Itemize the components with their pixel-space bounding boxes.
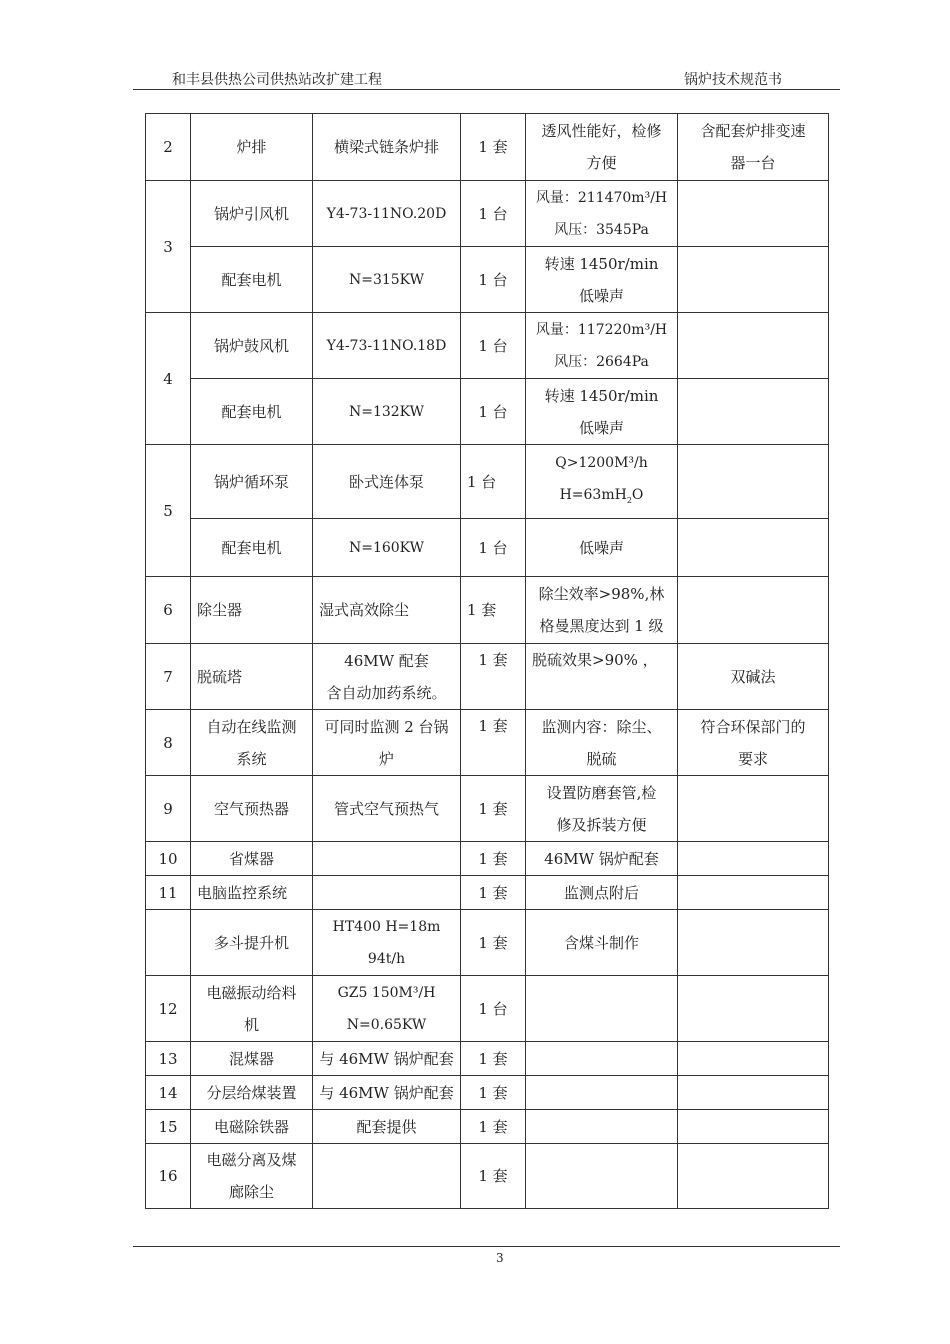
equipment-name: 锅炉循环泵 bbox=[191, 445, 313, 519]
equipment-qty: 1 套 bbox=[461, 910, 526, 976]
equipment-spec: 卧式连体泵 bbox=[313, 445, 461, 519]
equipment-requirement bbox=[526, 976, 678, 1042]
requirement-line: 监测内容：除尘、 bbox=[541, 717, 662, 736]
equipment-note bbox=[678, 379, 829, 445]
equipment-note bbox=[678, 519, 829, 577]
table-row bbox=[146, 114, 829, 181]
equipment-name: 除尘器 bbox=[191, 577, 313, 644]
equipment-spec: 管式空气预热气 bbox=[313, 776, 461, 842]
row-number: 9 bbox=[146, 776, 191, 842]
row-number: 2 bbox=[146, 114, 191, 181]
row-number: 8 bbox=[146, 710, 191, 776]
row-number: 14 bbox=[146, 1076, 191, 1110]
equipment-requirement bbox=[526, 1076, 678, 1110]
equipment-qty: 1 套 bbox=[461, 776, 526, 842]
equipment-requirement bbox=[526, 1110, 678, 1144]
equipment-note bbox=[678, 1110, 829, 1144]
equipment-name: 配套电机 bbox=[191, 247, 313, 313]
requirement-line: 风量：117220m³/H bbox=[535, 321, 668, 338]
equipment-requirement bbox=[526, 247, 678, 313]
equipment-note bbox=[678, 776, 829, 842]
note-line: 符合环保部门的 bbox=[700, 717, 806, 736]
equipment-requirement bbox=[526, 379, 678, 445]
requirement-line: 低噪声 bbox=[578, 418, 624, 437]
equipment-requirement: 低噪声 bbox=[526, 519, 678, 577]
name-line: 电磁振动给料 bbox=[206, 983, 297, 1002]
table-row bbox=[146, 445, 829, 519]
table-row bbox=[146, 577, 829, 644]
table-row bbox=[146, 247, 829, 313]
requirement-line: 透风性能好，检修 bbox=[541, 122, 662, 140]
equipment-name: 配套电机 bbox=[191, 519, 313, 577]
equipment-requirement bbox=[526, 776, 678, 842]
equipment-requirement: 脱硫效果>90% ， bbox=[526, 644, 678, 710]
name-line: 自动在线监测 bbox=[206, 717, 297, 736]
table-row bbox=[146, 1076, 829, 1110]
header-divider bbox=[133, 89, 840, 90]
equipment-spec: 横梁式链条炉排 bbox=[313, 114, 461, 181]
requirement-line bbox=[532, 479, 671, 517]
equipment-spec bbox=[313, 842, 461, 876]
note-line: 要求 bbox=[737, 749, 768, 768]
name-line: 电磁分离及煤 bbox=[206, 1151, 297, 1169]
table-row bbox=[146, 1144, 829, 1209]
equipment-requirement bbox=[526, 445, 678, 519]
equipment-qty: 1 台 bbox=[461, 313, 526, 379]
equipment-requirement bbox=[526, 114, 678, 181]
equipment-name bbox=[191, 710, 313, 776]
requirement-line: 设置防磨套管,检 bbox=[546, 783, 657, 802]
equipment-spec: 湿式高效除尘 bbox=[313, 577, 461, 644]
page-number: 3 bbox=[496, 1251, 504, 1265]
equipment-spec bbox=[313, 710, 461, 776]
spec-line: HT400 H=18m bbox=[332, 918, 441, 935]
equipment-name: 锅炉引风机 bbox=[191, 181, 313, 247]
table-row bbox=[146, 710, 829, 776]
equipment-spec bbox=[313, 644, 461, 710]
equipment-note bbox=[678, 976, 829, 1042]
equipment-note bbox=[678, 577, 829, 644]
requirement-line: 方便 bbox=[586, 154, 617, 172]
equipment-name: 空气预热器 bbox=[191, 776, 313, 842]
equipment-name: 混煤器 bbox=[191, 1042, 313, 1076]
table-row bbox=[146, 876, 829, 910]
equipment-name bbox=[191, 976, 313, 1042]
equipment-note bbox=[678, 876, 829, 910]
name-line: 系统 bbox=[236, 749, 267, 768]
equipment-qty: 1 套 bbox=[461, 114, 526, 181]
equipment-name: 电脑监控系统 bbox=[191, 876, 313, 910]
equipment-note bbox=[678, 181, 829, 247]
equipment-spec bbox=[313, 910, 461, 976]
equipment-spec: N=315KW bbox=[313, 247, 461, 313]
spec-line: 含自动加药系统。 bbox=[326, 683, 447, 702]
equipment-requirement bbox=[526, 1144, 678, 1209]
equipment-note bbox=[678, 114, 829, 181]
name-line: 廊除尘 bbox=[228, 1183, 274, 1201]
row-number: 10 bbox=[146, 842, 191, 876]
equipment-requirement bbox=[526, 181, 678, 247]
equipment-spec: 与 46MW 锅炉配套 bbox=[313, 1042, 461, 1076]
requirement-line: 风量：211470m³/H bbox=[535, 189, 668, 206]
equipment-name: 脱硫塔 bbox=[191, 644, 313, 710]
subscript: 2 bbox=[626, 495, 632, 505]
equipment-qty: 1 台 bbox=[461, 379, 526, 445]
spec-line: 炉 bbox=[378, 749, 394, 768]
row-number: 13 bbox=[146, 1042, 191, 1076]
table-row bbox=[146, 1110, 829, 1144]
equipment-name bbox=[191, 1144, 313, 1209]
equipment-requirement: 46MW 锅炉配套 bbox=[526, 842, 678, 876]
row-number: 6 bbox=[146, 577, 191, 644]
equipment-qty: 1 套 bbox=[461, 577, 526, 644]
equipment-note bbox=[678, 247, 829, 313]
row-number: 12 bbox=[146, 976, 191, 1042]
table-row bbox=[146, 1042, 829, 1076]
equipment-note bbox=[678, 910, 829, 976]
table-row bbox=[146, 976, 829, 1042]
note-line: 器一台 bbox=[730, 154, 776, 172]
equipment-qty: 1 套 bbox=[461, 876, 526, 910]
requirement-text: H=63mH bbox=[559, 486, 627, 503]
equipment-requirement: 监测点附后 bbox=[526, 876, 678, 910]
requirement-line: 转速 1450r/min bbox=[544, 386, 659, 405]
equipment-note bbox=[678, 445, 829, 519]
equipment-name: 配套电机 bbox=[191, 379, 313, 445]
row-number: 15 bbox=[146, 1110, 191, 1144]
spec-line: 46MW 配套 bbox=[344, 651, 429, 670]
equipment-qty: 1 套 bbox=[461, 1076, 526, 1110]
equipment-name: 多斗提升机 bbox=[191, 910, 313, 976]
row-number: 3 bbox=[146, 181, 191, 313]
equipment-name: 锅炉鼓风机 bbox=[191, 313, 313, 379]
requirement-line: Q>1200M³/h bbox=[555, 454, 648, 471]
requirement-line: 转速 1450r/min bbox=[544, 254, 659, 273]
equipment-requirement bbox=[526, 1042, 678, 1076]
table-row bbox=[146, 776, 829, 842]
equipment-qty: 1 套 bbox=[461, 644, 526, 710]
equipment-note bbox=[678, 1144, 829, 1209]
equipment-requirement bbox=[526, 313, 678, 379]
equipment-spec: Y4-73-11NO.20D bbox=[313, 181, 461, 247]
table-row bbox=[146, 910, 829, 976]
table-row bbox=[146, 842, 829, 876]
spec-line: N=0.65KW bbox=[346, 1016, 427, 1033]
header-project-title: 和丰县供热公司供热站改扩建工程 bbox=[172, 72, 382, 88]
row-number: 5 bbox=[146, 445, 191, 577]
equipment-note bbox=[678, 313, 829, 379]
row-number: 7 bbox=[146, 644, 191, 710]
requirement-text: O bbox=[631, 486, 644, 503]
equipment-spec: Y4-73-11NO.18D bbox=[313, 313, 461, 379]
equipment-spec: N=132KW bbox=[313, 379, 461, 445]
row-number: 16 bbox=[146, 1144, 191, 1209]
equipment-qty: 1 台 bbox=[461, 181, 526, 247]
equipment-name: 省煤器 bbox=[191, 842, 313, 876]
row-number bbox=[146, 910, 191, 976]
table-row bbox=[146, 644, 829, 710]
equipment-name: 分层给煤装置 bbox=[191, 1076, 313, 1110]
note-line: 含配套炉排变速 bbox=[700, 122, 806, 140]
equipment-qty: 1 套 bbox=[461, 1144, 526, 1209]
equipment-spec: 与 46MW 锅炉配套 bbox=[313, 1076, 461, 1110]
table-row bbox=[146, 181, 829, 247]
name-line: 机 bbox=[243, 1015, 259, 1034]
table-row bbox=[146, 313, 829, 379]
equipment-name: 电磁除铁器 bbox=[191, 1110, 313, 1144]
equipment-spec: 配套提供 bbox=[313, 1110, 461, 1144]
equipment-note: 双碱法 bbox=[678, 644, 829, 710]
row-number: 11 bbox=[146, 876, 191, 910]
spec-line: 94t/h bbox=[367, 950, 406, 967]
requirement-line: 修及拆装方便 bbox=[556, 815, 647, 834]
requirement-line: 低噪声 bbox=[578, 286, 624, 305]
equipment-spec bbox=[313, 1144, 461, 1209]
header-doc-title: 锅炉技术规范书 bbox=[684, 72, 782, 88]
equipment-note bbox=[678, 710, 829, 776]
spec-line: 可同时监测 2 台锅 bbox=[324, 717, 449, 736]
footer-divider bbox=[133, 1246, 840, 1247]
equipment-qty: 1 台 bbox=[461, 445, 526, 519]
equipment-qty: 1 台 bbox=[461, 519, 526, 577]
table-row bbox=[146, 519, 829, 577]
equipment-qty: 1 套 bbox=[461, 1110, 526, 1144]
equipment-qty: 1 套 bbox=[461, 1042, 526, 1076]
equipment-table bbox=[145, 113, 829, 1209]
equipment-note bbox=[678, 1076, 829, 1110]
equipment-requirement: 含煤斗制作 bbox=[526, 910, 678, 976]
equipment-requirement bbox=[526, 710, 678, 776]
equipment-qty: 1 台 bbox=[461, 976, 526, 1042]
equipment-note bbox=[678, 842, 829, 876]
equipment-spec bbox=[313, 876, 461, 910]
spec-line: GZ5 150M³/H bbox=[337, 984, 436, 1001]
requirement-line: 除尘效率>98%,林 bbox=[538, 585, 665, 603]
equipment-note bbox=[678, 1042, 829, 1076]
requirement-line: 风压：3545Pa bbox=[554, 221, 649, 238]
equipment-requirement bbox=[526, 577, 678, 644]
requirement-line: 脱硫 bbox=[586, 749, 617, 768]
equipment-name: 炉排 bbox=[191, 114, 313, 181]
equipment-spec bbox=[313, 976, 461, 1042]
table-row bbox=[146, 379, 829, 445]
requirement-line: 格曼黑度达到 1 级 bbox=[539, 617, 664, 635]
equipment-qty: 1 套 bbox=[461, 842, 526, 876]
equipment-spec: N=160KW bbox=[313, 519, 461, 577]
row-number: 4 bbox=[146, 313, 191, 445]
equipment-qty: 1 套 bbox=[461, 710, 526, 776]
requirement-line: 风压：2664Pa bbox=[554, 353, 649, 370]
equipment-qty: 1 台 bbox=[461, 247, 526, 313]
